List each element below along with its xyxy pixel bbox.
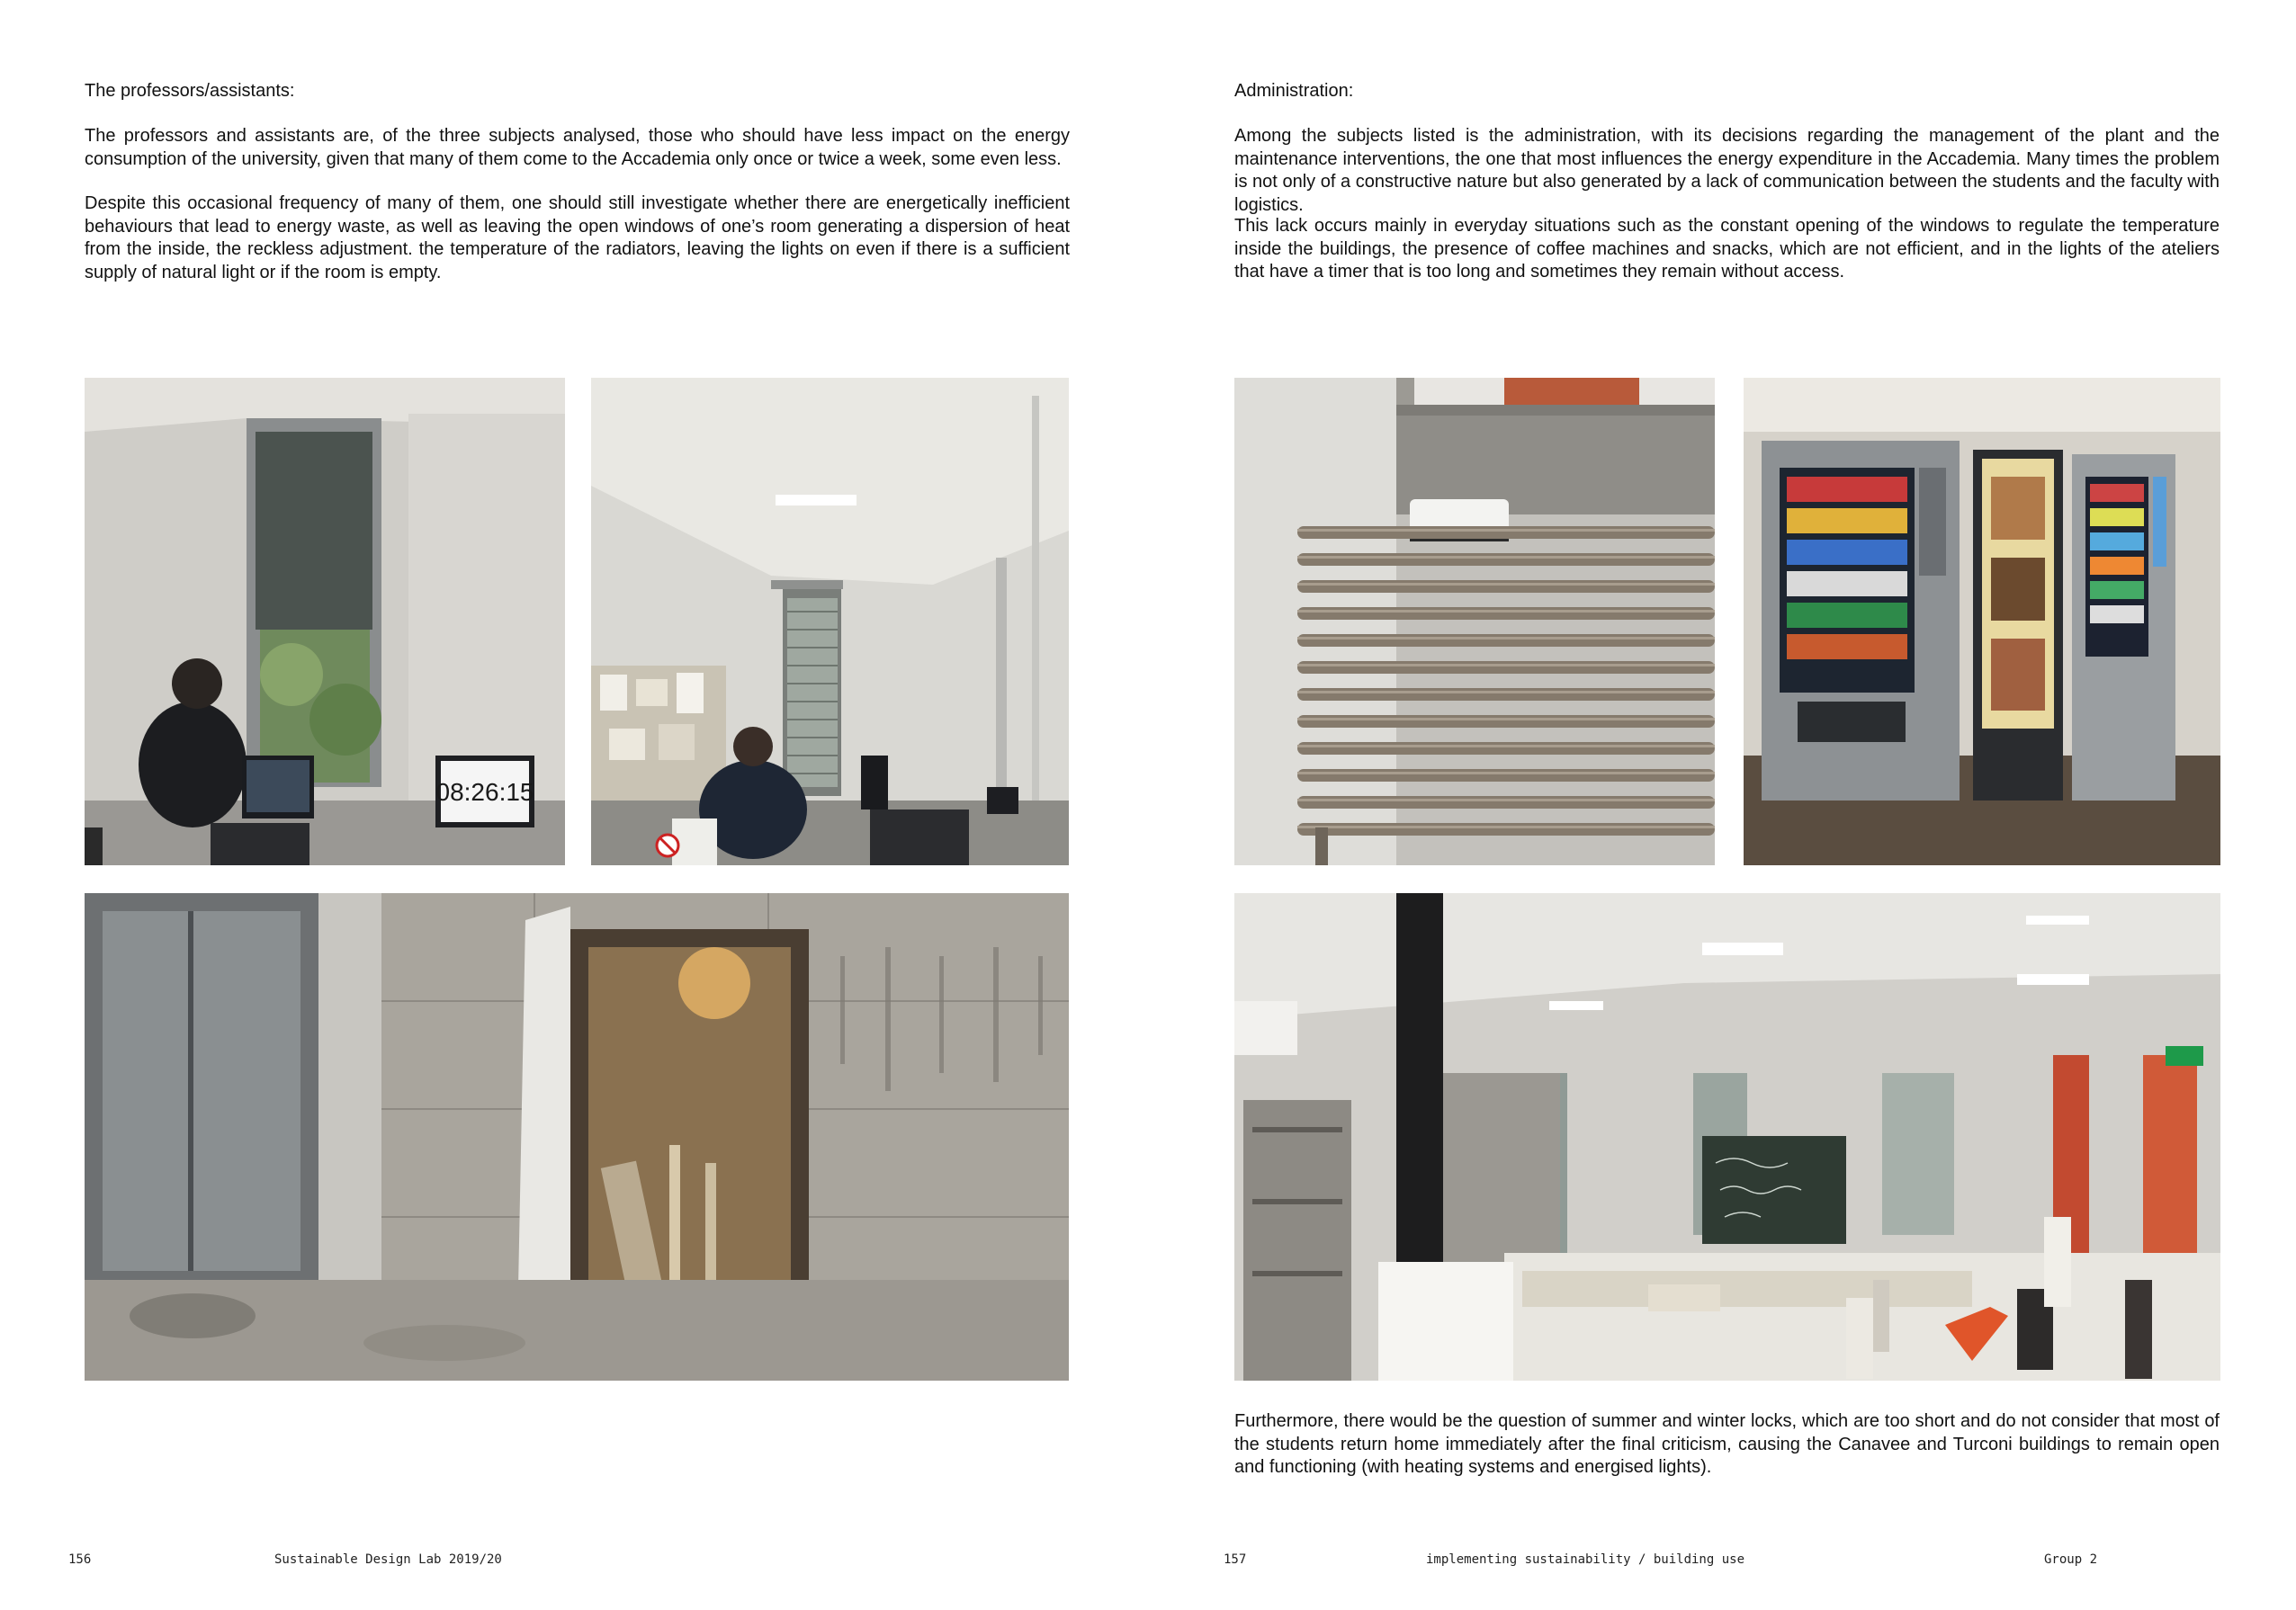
- footer-page-number: 156: [68, 1552, 92, 1567]
- paragraph-professors-behaviour: Despite this occasional frequency of many of them, one should still investigate whether there are energetically inefficient behaviours that lead to energy waste, as well as leaving the open windows of one’s room generating a dispersion of heat from the inside, the reckless adjustment. the temperature of the radiators, leaving the lights on even if there is a sufficient supply of natural light or if the room is empty.: [85, 193, 1070, 282]
- photo-office-window-clock: [85, 378, 565, 865]
- paragraph-administration-lack: This lack occurs mainly in everyday situations such as the constant opening of the windows to regulate the temperature inside the buildings, the presence of coffee machines and snacks, which are not efficient, and in the lights of the ateliers that have a timer that is too long and sometimes they remain without access.: [1234, 216, 2220, 282]
- photo-vending-machines: [1744, 378, 2220, 865]
- section-heading-administration: Administration:: [1234, 81, 1354, 101]
- paragraph-administration-influence: Among the subjects listed is the administration, with its decisions regarding the management of the plant and the maintenance interventions, the one that most influences the energy expenditure in the Accademia. Many times the problem is not only of a constructive nature but also generated by a lack of communication between the students and the faculty with logistics.: [1234, 126, 2220, 215]
- photo-atelier-studio: [1234, 893, 2220, 1381]
- footer-chapter-title: implementing sustainability / building use: [1426, 1552, 1745, 1567]
- footer-group-label: Group 2: [2044, 1552, 2098, 1567]
- section-heading-professors: The professors/assistants:: [85, 81, 295, 101]
- paragraph-professors-impact: The professors and assistants are, of the three subjects analysed, those who should have less impact on the energy consumption of the university, given that many of them come to the Accademia only once or twice a week, some even less.: [85, 126, 1070, 169]
- right-page: [1148, 0, 2296, 1610]
- paragraph-summer-winter-locks: Furthermore, there would be the question of summer and winter locks, which are too short and do not consider that most of the students return home immediately after the final criticism, causing the Canavee and Turconi buildings to remain open and functioning (with heating systems and energised lights).: [1234, 1411, 2220, 1477]
- clock-display: 08:26:15: [435, 778, 534, 806]
- photo-radiator-window: [1234, 378, 1715, 865]
- photo-concrete-wall-open-door: [85, 893, 1069, 1381]
- footer-publication-title: Sustainable Design Lab 2019/20: [274, 1552, 502, 1567]
- footer-page-number: 157: [1224, 1552, 1247, 1567]
- photo-office-pinboard: [591, 378, 1069, 865]
